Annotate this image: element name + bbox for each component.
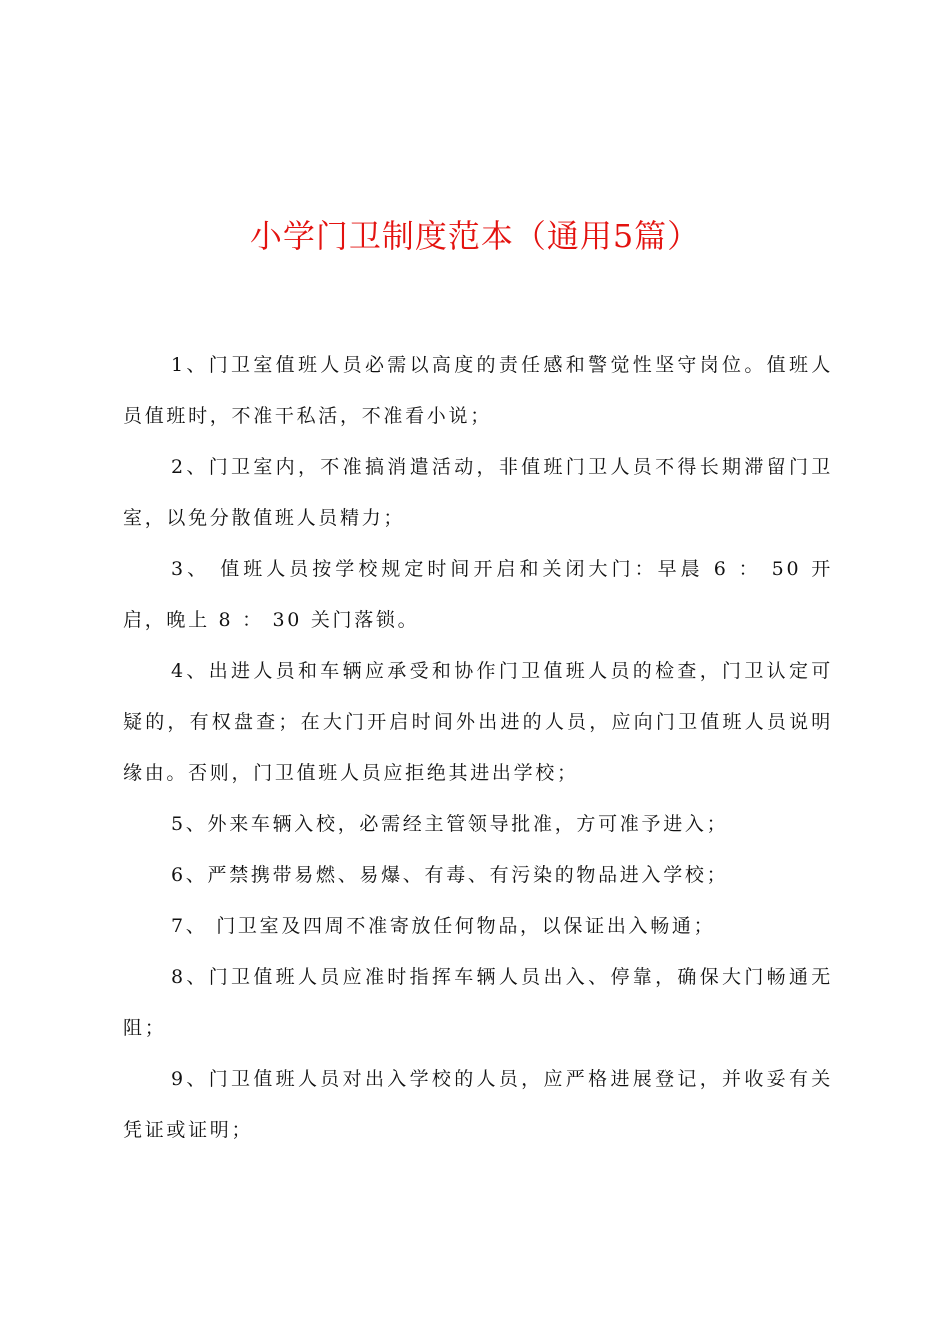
paragraph-1: 1、门卫室值班人员必需以高度的责任感和警觉性坚守岗位。值班人员值班时，不准干私活，不准看小说； — [123, 354, 833, 427]
paragraph-9: 9、门卫值班人员对出入学校的人员，应严格进展登记，并收妥有关凭证或证明； — [123, 1068, 833, 1141]
paragraph-5: 5、外来车辆入校，必需经主管领导批准，方可准予进入； — [171, 813, 729, 835]
paragraph-6: 6、严禁携带易燃、易爆、有毒、有污染的物品进入学校； — [171, 864, 729, 886]
paragraph-3: 3、 值班人员按学校规定时间开启和关闭大门：早晨 6 ： 50 开启，晚上 8 ： 30 关门落锁。 — [123, 558, 833, 631]
paragraph-4: 4、出进人员和车辆应承受和协作门卫值班人员的检查，门卫认定可疑的，有权盘查；在大门开启时间外出进的人员，应向门卫值班人员说明缘由。否则，门卫值班人员应拒绝其进出学校； — [123, 660, 833, 784]
document-body — [123, 340, 833, 1156]
paragraph-2: 2、门卫室内，不准搞消遣活动，非值班门卫人员不得长期滞留门卫室，以免分散值班人员精力； — [123, 456, 833, 529]
paragraph-7: 7、 门卫室及四周不准寄放任何物品，以保证出入畅通； — [171, 915, 716, 937]
document-title: 小学门卫制度范本（通用5篇） — [249, 217, 701, 255]
paragraph-8: 8、门卫值班人员应准时指挥车辆人员出入、停靠，确保大门畅通无阻； — [123, 966, 833, 1039]
